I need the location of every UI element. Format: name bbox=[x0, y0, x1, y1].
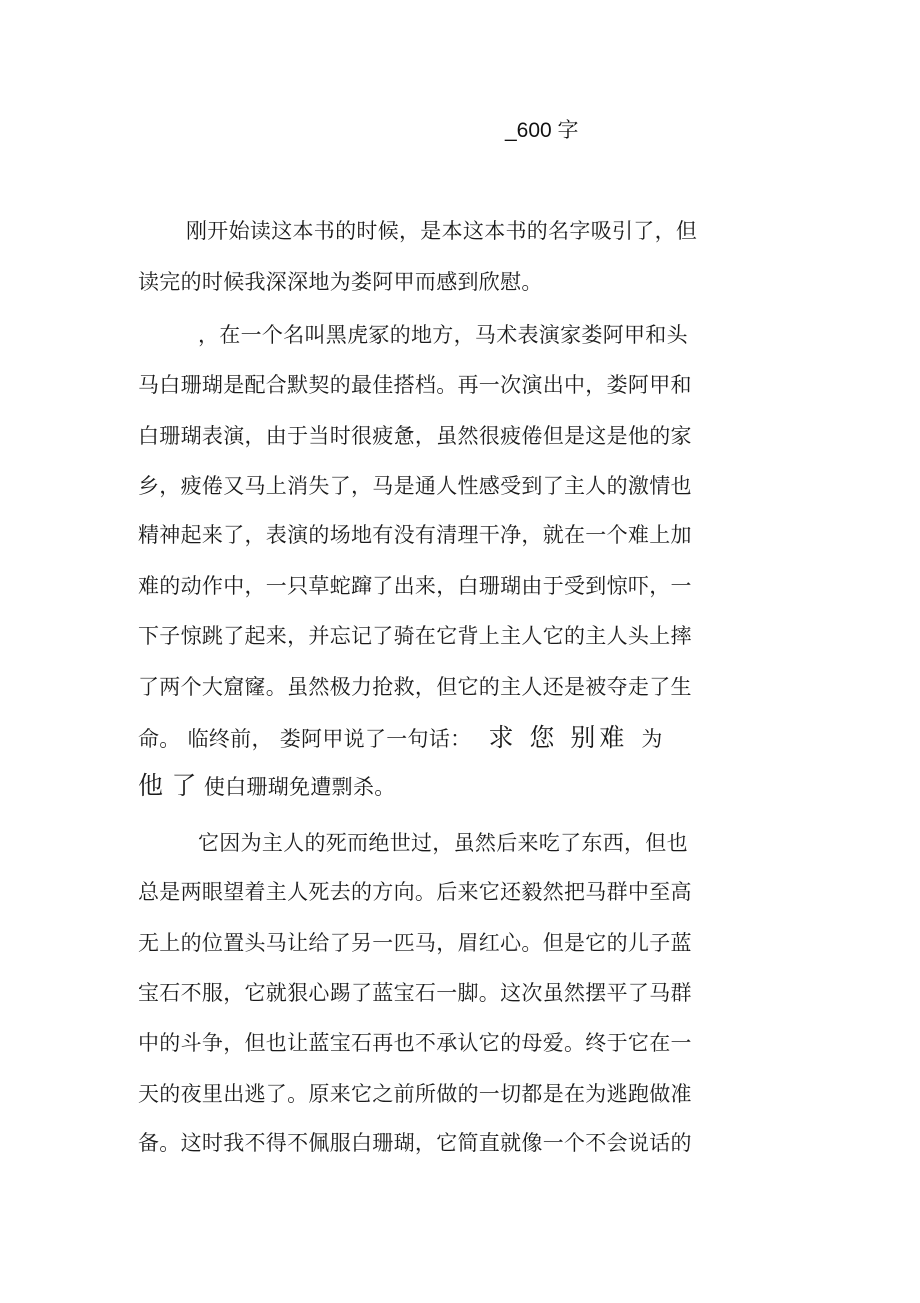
paragraph-3-line-5: 中的斗争，但也让蓝宝石再也不承认它的母爱。终于它在一 bbox=[138, 1031, 692, 1055]
paragraph-1-line-1: 刚开始读这本书的时候，是本这本书的名字吸引了，但 bbox=[186, 219, 698, 243]
paragraph-2-line-6: 难的动作中，一只草蛇蹿了出来，白珊瑚由于受到惊吓，一 bbox=[138, 574, 692, 598]
paragraph-3-line-3: 无上的位置头马让给了另一匹马，眉红心。但是它的儿子蓝 bbox=[138, 931, 692, 955]
paragraph-3-line-1: 它因为主人的死而绝世过，虽然后来吃了东西，但也 bbox=[198, 831, 688, 855]
paragraph-3-line-6: 天的夜里出逃了。原来它之前所做的一切都是在为逃跑做准 bbox=[138, 1082, 692, 1106]
paragraph-3-line-4: 宝石不服，它就狠心踢了蓝宝石一脚。这次虽然摆平了马群 bbox=[138, 981, 692, 1005]
quote-part-1-tail: 为 bbox=[641, 727, 663, 751]
paragraph-2-line-9 bbox=[138, 724, 663, 753]
paragraph-2-ending: 使白珊瑚免遭剽杀。 bbox=[203, 775, 396, 799]
paragraph-2-line-8: 了两个大窟窿。虽然极力抢救，但它的主人还是被夺走了生 bbox=[138, 675, 692, 699]
paragraph-3-line-7: 备。这时我不得不佩服白珊瑚，它简直就像一个不会说话的 bbox=[138, 1131, 692, 1155]
paragraph-2-line-5: 精神起来了，表演的场地有没有清理干净，就在一个难上加 bbox=[138, 523, 692, 547]
paragraph-2-line-7: 下子惊跳了起来，并忘记了骑在它背上主人它的主人头上摔 bbox=[138, 624, 692, 648]
paragraph-2-line-2: 马白珊瑚是配合默契的最佳搭档。再一次演出中，娄阿甲和 bbox=[138, 373, 692, 397]
paragraph-2-line-4: 乡，疲倦又马上消失了，马是通人性感受到了主人的激情也 bbox=[138, 474, 692, 498]
paragraph-2-line-1: ，在一个名叫黑虎冢的地方，马术表演家娄阿甲和头 bbox=[198, 323, 688, 347]
quote-part-2: 他 了 bbox=[138, 771, 197, 800]
paragraph-2-line-10 bbox=[138, 772, 396, 801]
essay-title: _600 字 bbox=[505, 119, 579, 142]
quote-part-1: 求 您 别难 bbox=[488, 723, 629, 752]
paragraph-3-line-2: 总是两眼望着主人死去的方向。后来它还毅然把马群中至高 bbox=[138, 880, 692, 904]
paragraph-1-line-2: 读完的时候我深深地为娄阿甲而感到欣慰。 bbox=[138, 270, 543, 294]
paragraph-2-line-3: 白珊瑚表演，由于当时很疲惫，虽然很疲倦但是这是他的家 bbox=[138, 424, 692, 448]
dying-words-intro: 命。 临终前， 娄阿甲说了一句话： bbox=[138, 727, 472, 751]
